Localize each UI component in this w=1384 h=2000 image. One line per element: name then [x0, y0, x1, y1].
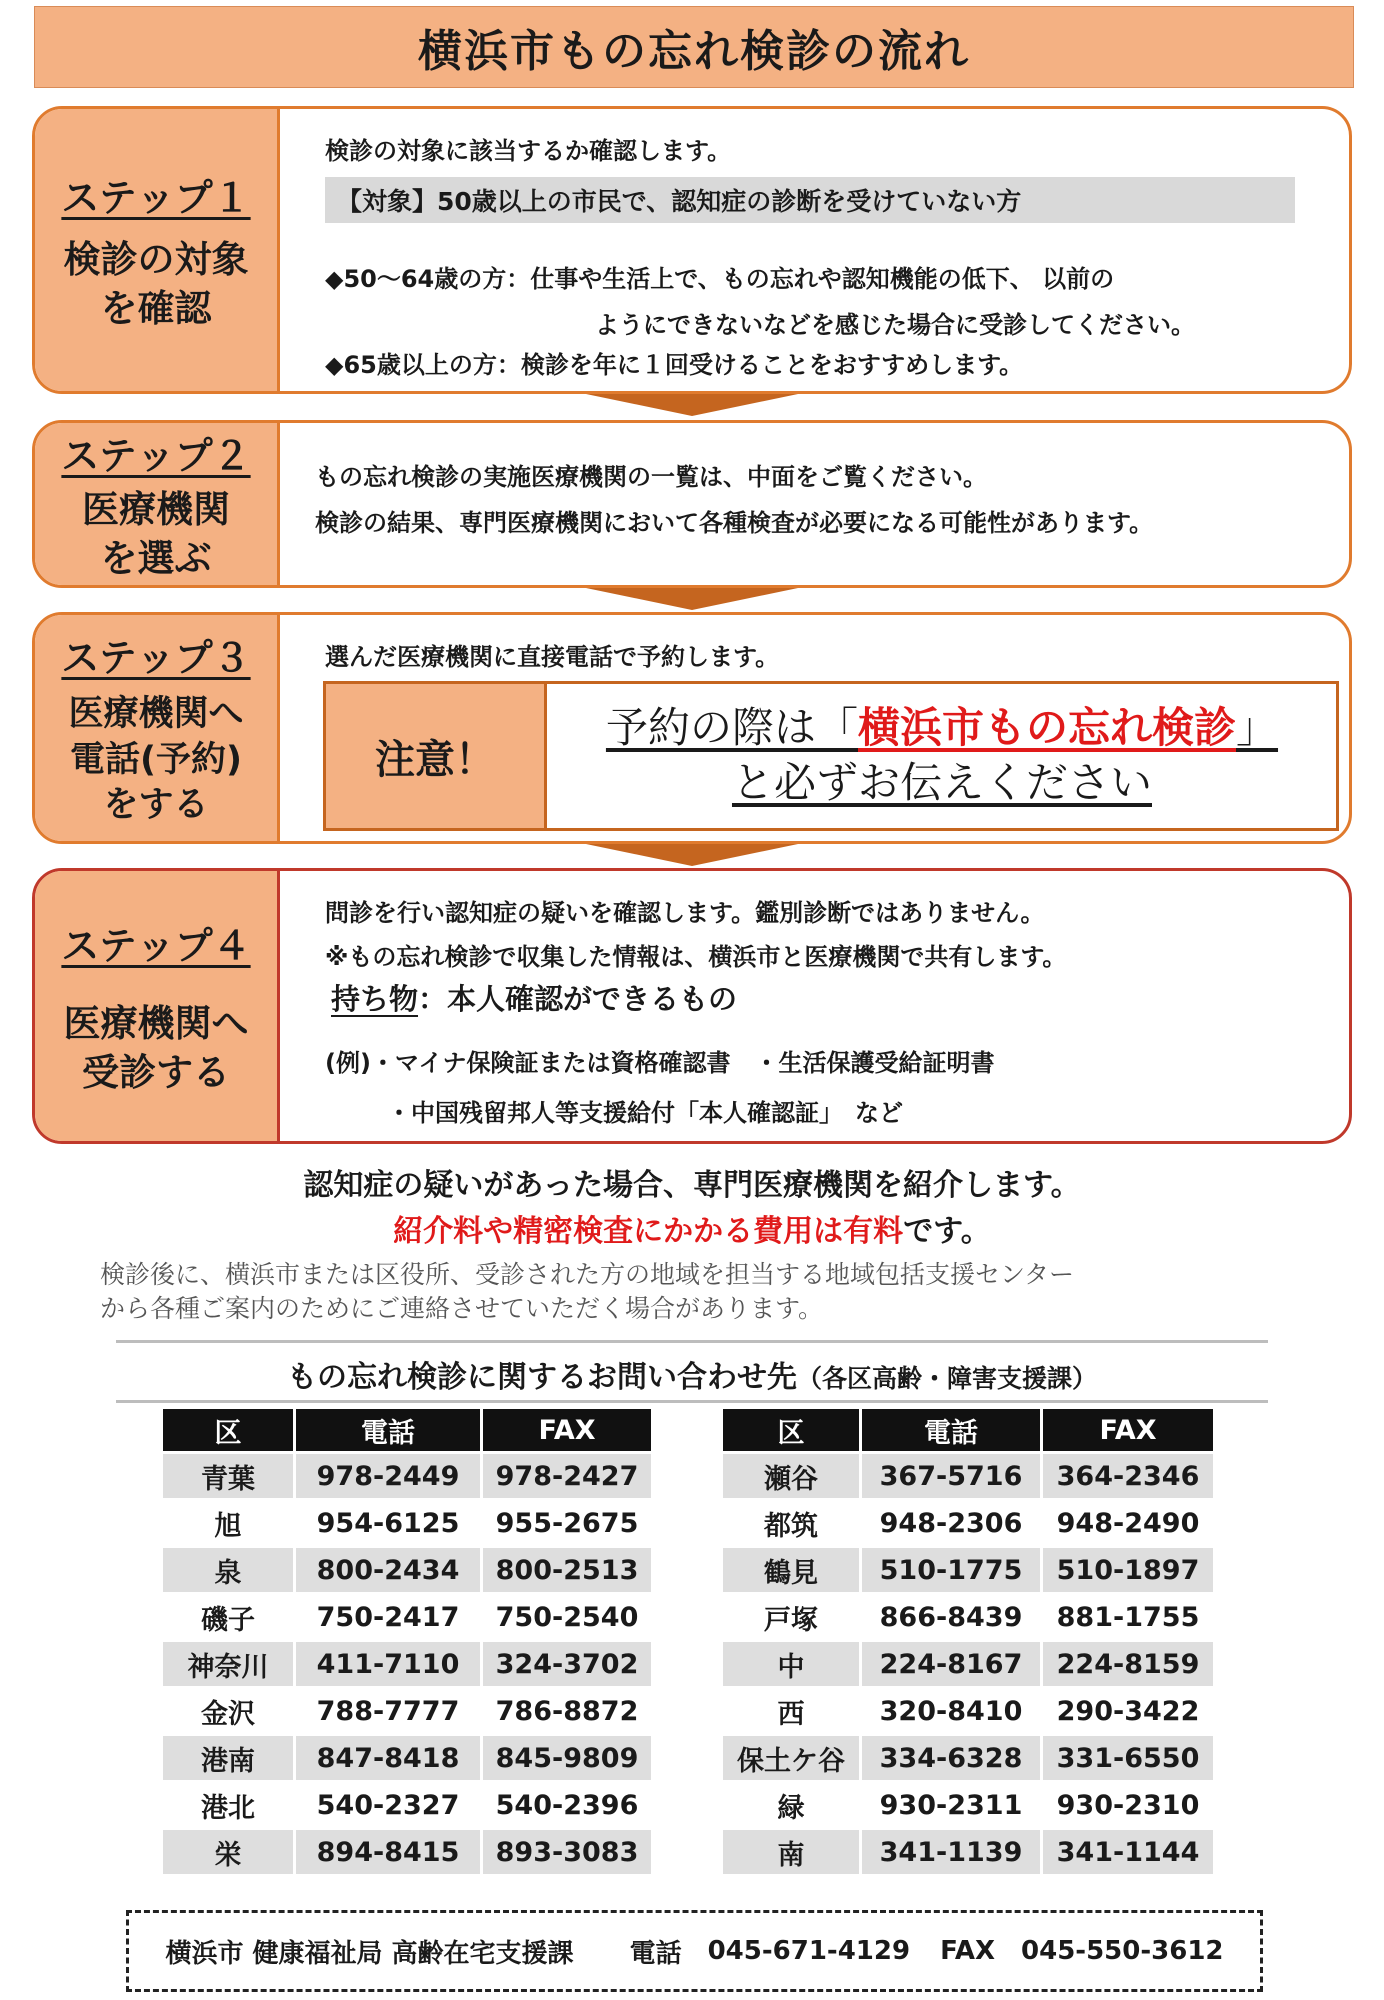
referral-line-2: 紹介料や精密検査にかかる費用は有料です。 [393, 1214, 991, 1249]
footer-tel-label: 電話 [629, 1938, 682, 1969]
step-1-title: 検診の対象 を確認 [63, 238, 249, 330]
referral-line-1: 認知症の疑いがあった場合、専門医療機関を紹介します。 [303, 1168, 1081, 1203]
table-header-row [723, 1409, 1213, 1451]
table-row: 瀬谷 367-5716 364-2346 [723, 1454, 1213, 1498]
step-2-line-2: 検診の結果、専門医療機関において各種検査が必要になる可能性があります。 [315, 509, 1154, 537]
footer-department: 横浜市 健康福祉局 高齢在宅支援課 [165, 1938, 574, 1969]
table-row: 中 224-8167 224-8159 [723, 1642, 1213, 1686]
table-header-row [163, 1409, 651, 1451]
age-50-64-text-cont: ようにできないなどを感じた場合に受診してください。 [595, 311, 1195, 339]
age-50-64-text: ◆50～64歳の方：仕事や生活上で、もの忘れや認知機能の低下、 以前の [325, 265, 1115, 293]
step-2-label [35, 423, 280, 585]
step-4-line-1: 問診を行い認知症の疑いを確認します。鑑別診断ではありません。 [325, 899, 1045, 927]
footer-contact-box [126, 1910, 1263, 1992]
age-65-text: ◆65歳以上の方：検診を年に１回受けることをおすすめします。 [325, 351, 1024, 379]
column-header-ward: 区 [163, 1409, 293, 1451]
table-row: 西 320-8410 290-3422 [777, 1695, 1200, 1730]
caution-line-1: 予約の際は「横浜市もの忘れ検診」 [605, 703, 1279, 753]
table-row: 栄 894-8415 893-3083 [163, 1830, 651, 1874]
step-1-intro: 検診の対象に該当するか確認します。 [325, 137, 732, 165]
table-row: 鶴見 510-1775 510-1897 [723, 1548, 1213, 1592]
table-row: 保土ケ谷 334-6328 331-6550 [723, 1736, 1213, 1780]
target-condition-box: 【対象】50歳以上の市民で、認知症の診断を受けていない方 [325, 177, 1295, 223]
belongings-line [331, 977, 737, 1018]
contact-notice: 検診後に、横浜市または区役所、受診された方の地域を担当する地域包括支援センター から各種ご案内のためにご連絡させていただく場合があります。 [100, 1260, 1075, 1323]
step-4-title: 医療機関へ 受診する [63, 1002, 249, 1094]
table-row: 磯子 750-2417 750-2540 [201, 1601, 639, 1636]
table-row: 戸塚 866-8439 881-1755 [764, 1601, 1200, 1636]
table-row: 金沢 788-7777 786-8872 [201, 1695, 639, 1730]
table-row: 神奈川 411-7110 324-3702 [163, 1642, 651, 1686]
table-row: 港北 540-2327 540-2396 [201, 1789, 639, 1824]
step-4-label [35, 871, 280, 1141]
example-line-2: ・中国残留邦人等支援給付「本人確認証」 など [387, 1099, 903, 1127]
footer-fax-number: 045-550-3612 [1021, 1936, 1224, 1966]
step-1-number: ステップ１ [61, 176, 251, 221]
step-4-number: ステップ４ [61, 924, 251, 969]
belongings-label: 持ち物 [331, 982, 419, 1016]
flow-arrow [586, 394, 798, 416]
step-1-label [35, 109, 280, 391]
referral-fee-highlight: 紹介料や精密検査にかかる費用は有料 [393, 1214, 904, 1249]
step-2-body [305, 423, 1331, 585]
step-3-body [305, 615, 1331, 841]
table-row: 緑 930-2311 930-2310 [777, 1789, 1200, 1824]
divider [116, 1400, 1268, 1403]
step-4-panel [32, 868, 1352, 1144]
column-header-phone: 電話 [296, 1409, 480, 1451]
belongings-text: ：本人確認ができるもの [418, 982, 738, 1016]
step-4-body [305, 871, 1331, 1141]
caution-message [548, 684, 1336, 828]
table-row: 都筑 948-2306 948-2490 [764, 1507, 1200, 1542]
step-1-body [305, 109, 1331, 391]
contact-table-right [720, 1406, 1216, 1877]
contact-table-left [160, 1406, 654, 1877]
caution-line-2: と必ずお伝えください [731, 758, 1152, 807]
footer-tel-number: 045-671-4129 [707, 1936, 911, 1966]
contact-heading: もの忘れ検診に関するお問い合わせ先（各区高齢・障害支援課） [286, 1360, 1097, 1395]
step-3-panel [32, 612, 1352, 844]
step-3-title: 医療機関へ 電話(予約) をする [68, 694, 244, 826]
step-2-number: ステップ２ [61, 434, 251, 479]
step-3-label [35, 615, 280, 841]
table-row: 旭 954-6125 955-2675 [214, 1507, 639, 1542]
step-4-line-2: ※もの忘れ検診で収集した情報は、横浜市と医療機関で共有します。 [325, 943, 1067, 971]
flow-arrow [586, 844, 798, 866]
table-row: 南 341-1139 341-1144 [723, 1830, 1213, 1874]
step-2-panel [32, 420, 1352, 588]
divider [116, 1340, 1268, 1343]
caution-box [323, 681, 1339, 831]
example-line-1: (例)・マイナ保険証または資格確認書 ・生活保護受給証明書 [325, 1049, 995, 1077]
step-2-line-1: もの忘れ検診の実施医療機関の一覧は、中面をご覧ください。 [315, 463, 987, 491]
column-header-fax: FAX [1043, 1409, 1213, 1451]
step-2-title: 医療機関 を選ぶ [82, 488, 230, 580]
flow-arrow [586, 588, 798, 610]
table-row: 青葉 978-2449 978-2427 [163, 1454, 651, 1498]
step-3-number: ステップ３ [61, 636, 251, 681]
caution-highlight: 横浜市もの忘れ検診 [857, 703, 1236, 753]
column-header-phone: 電話 [862, 1409, 1040, 1451]
column-header-ward: 区 [723, 1409, 859, 1451]
caution-label: 注意！ [326, 684, 547, 828]
table-row: 泉 800-2434 800-2513 [163, 1548, 651, 1592]
step-3-intro: 選んだ医療機関に直接電話で予約します。 [325, 643, 780, 671]
column-header-fax: FAX [483, 1409, 651, 1451]
table-row: 港南 847-8418 845-9809 [163, 1736, 651, 1780]
step-1-panel [32, 106, 1352, 394]
footer-fax-label: FAX [940, 1936, 996, 1966]
page-title: 横浜市もの忘れ検診の流れ [34, 6, 1354, 88]
